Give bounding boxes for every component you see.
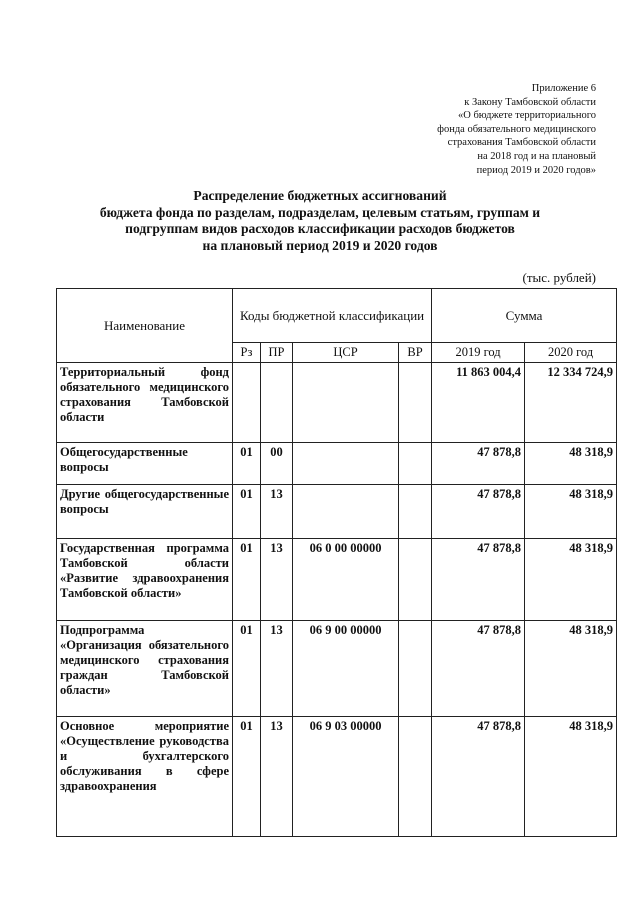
row-pr: 00 — [261, 443, 293, 485]
row-csr — [293, 443, 399, 485]
table-row — [57, 539, 617, 621]
row-name: Другие общегосударственные вопросы — [57, 485, 233, 539]
appendix-line: «О бюджете территориального — [458, 110, 596, 122]
table-row — [57, 363, 617, 443]
row-csr: 06 9 03 00000 — [293, 717, 399, 837]
header-vr: ВР — [399, 343, 432, 363]
row-vr — [399, 363, 432, 443]
row-pr: 13 — [261, 485, 293, 539]
row-sum-2020: 48 318,9 — [525, 539, 617, 621]
table-row — [57, 443, 617, 485]
row-sum-2019: 47 878,8 — [432, 539, 525, 621]
row-rz: 01 — [233, 621, 261, 717]
title-line: Распределение бюджетных ассигнований — [193, 188, 447, 203]
appendix-line: период 2019 и 2020 годов» — [476, 164, 596, 176]
header-2020: 2020 год — [525, 343, 617, 363]
header-name: Наименование — [57, 289, 233, 363]
header-pr: ПР — [261, 343, 293, 363]
appendix-line: на 2018 год и на плановый — [477, 150, 596, 162]
title-line: подгруппам видов расходов классификации расходов бюджетов — [125, 221, 515, 237]
row-csr — [293, 485, 399, 539]
row-name: Подпрограмма «Организация обязательного медицинского страхования граждан Тамбовской области» — [57, 621, 233, 717]
row-vr — [399, 717, 432, 837]
row-name: Основное мероприятие «Осуществление руководства и бухгалтерского обслуживания в сфере здравоохранения — [57, 717, 233, 837]
table-row — [57, 621, 617, 717]
title-line: бюджета фонда по разделам, подразделам, целевым статьям, группам и — [99, 204, 541, 220]
table-row — [57, 717, 617, 837]
header-sum: Сумма — [432, 289, 617, 343]
row-pr: 13 — [261, 621, 293, 717]
row-name: Общегосударственные вопросы — [57, 443, 233, 485]
row-sum-2020: 48 318,9 — [525, 485, 617, 539]
row-sum-2020: 48 318,9 — [525, 717, 617, 837]
row-rz: 01 — [233, 717, 261, 837]
units-label: (тыс. рублей) — [522, 270, 596, 285]
row-sum-2019: 11 863 004,4 — [432, 363, 525, 443]
row-csr: 06 0 00 00000 — [293, 539, 399, 621]
row-sum-2019: 47 878,8 — [432, 485, 525, 539]
header-csr: ЦСР — [293, 343, 399, 363]
row-rz: 01 — [233, 443, 261, 485]
header-2019: 2019 год — [432, 343, 525, 363]
row-pr — [261, 363, 293, 443]
appendix-note — [336, 82, 596, 177]
row-rz: 01 — [233, 485, 261, 539]
row-vr — [399, 443, 432, 485]
table-row — [57, 485, 617, 539]
row-rz — [233, 363, 261, 443]
row-vr — [399, 621, 432, 717]
header-codes: Коды бюджетной классификации — [233, 289, 432, 343]
row-pr: 13 — [261, 717, 293, 837]
row-sum-2019: 47 878,8 — [432, 621, 525, 717]
appendix-line: страхования Тамбовской области — [447, 137, 596, 149]
appendix-line: к Закону Тамбовской области — [464, 96, 596, 108]
header-rz: Рз — [233, 343, 261, 363]
appendix-line: фонда обязательного медицинского — [437, 123, 596, 135]
appendix-line: Приложение 6 — [531, 83, 596, 94]
row-sum-2020: 48 318,9 — [525, 443, 617, 485]
row-sum-2019: 47 878,8 — [432, 717, 525, 837]
row-vr — [399, 539, 432, 621]
row-name: Территориальный фонд обязательного медицинского страхования Тамбовской области — [57, 363, 233, 443]
row-vr — [399, 485, 432, 539]
row-csr — [293, 363, 399, 443]
title-line: на плановый период 2019 и 2020 годов — [202, 237, 438, 253]
row-name: Государственная программа Тамбовской области «Развитие здравоохранения Тамбовской области» — [57, 539, 233, 621]
row-csr: 06 9 00 00000 — [293, 621, 399, 717]
document-title — [40, 188, 600, 254]
row-sum-2019: 47 878,8 — [432, 443, 525, 485]
budget-table — [56, 288, 617, 837]
row-sum-2020: 12 334 724,9 — [525, 363, 617, 443]
row-rz: 01 — [233, 539, 261, 621]
row-pr: 13 — [261, 539, 293, 621]
row-sum-2020: 48 318,9 — [525, 621, 617, 717]
